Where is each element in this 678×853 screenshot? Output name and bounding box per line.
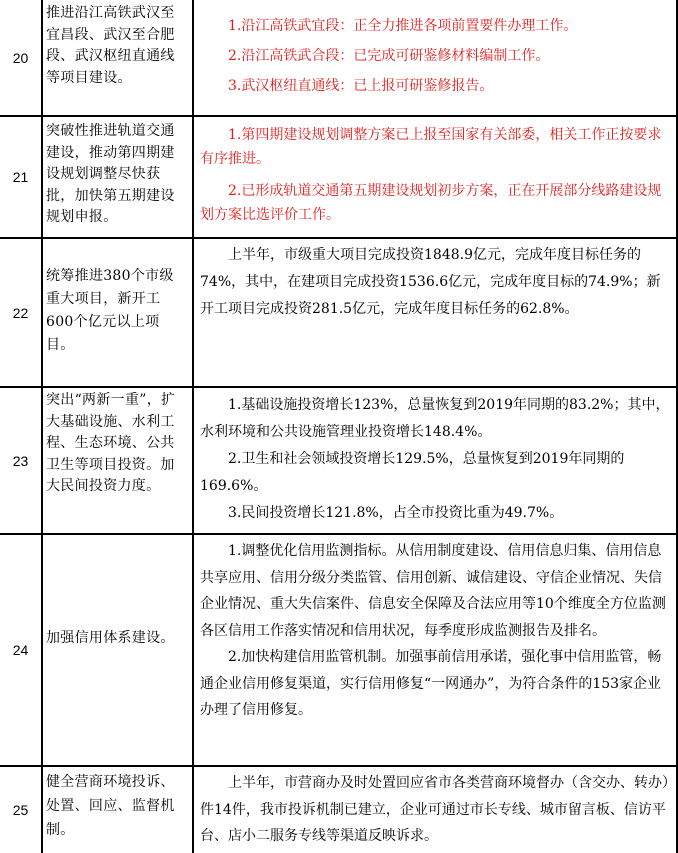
row-number: 20 bbox=[12, 49, 29, 66]
row-divider bbox=[0, 237, 678, 239]
row-divider bbox=[0, 765, 678, 767]
status-line: 3.武汉枢纽直通线：已上报可研鉴修报告。 bbox=[228, 78, 494, 94]
status-cell bbox=[200, 392, 670, 527]
status-cell bbox=[200, 14, 670, 98]
status-line: 1.沿江高铁武宜段：正全力推进各项前置要件办理工作。 bbox=[228, 18, 578, 34]
task-item: 突出“两新一重”，扩大基础设施、水利工程、生态环境、公共卫生等项目投资。加大民间投资力度。 bbox=[46, 392, 176, 494]
status-line: 2.卫生和社会领域投资增长129.5%，总量恢复到2019年同期的169.6%。 bbox=[200, 451, 625, 494]
row-divider bbox=[0, 386, 678, 388]
task-item: 统筹推进380个市级重大项目，新开工600个亿元以上项目。 bbox=[46, 268, 174, 353]
status-cell bbox=[200, 242, 670, 323]
status-line: 3.民间投资增长121.8%，占全市投资比重为49.7%。 bbox=[228, 505, 564, 521]
status-line: 2.已形成轨道交通第五期建设规划初步方案，正在开展部分线路建设规划方案比选评价工作。 bbox=[200, 183, 662, 223]
row-number: 21 bbox=[12, 169, 29, 185]
status-line: 上半年，市级重大项目完成投资1848.9亿元，完成年度目标任务的74%，其中，在建项目完成投资1536.6亿元，完成年度目标的74.9%；新开工项目完成投资281.5亿元，完成年度目标任务的62.8%。 bbox=[200, 247, 661, 317]
status-cell bbox=[200, 123, 670, 227]
status-line: 1.第四期建设规划调整方案已上报至国家有关部委，相关工作正按要求有序推进。 bbox=[200, 127, 662, 167]
status-line: 1.调整优化信用监测指标。从信用制度建设、信用信息归集、信用信息共享应用、信用分级分类监管、信用创新、诚信建设、守信企业情况、失信企业情况、重大失信案件、信息安全保障及合法应用等10个维度全方位监测各区信用工作落实情况和信用状况，每季度形成监测报告及排名。 bbox=[200, 543, 666, 639]
column-divider bbox=[192, 0, 194, 853]
row-divider bbox=[0, 115, 678, 117]
status-cell bbox=[200, 770, 670, 850]
task-item: 突破性推进轨道交通建设，推动第四期建设规划调整尽快获批，加快第五期建设规划申报。 bbox=[46, 123, 175, 225]
task-item: 推进沿江高铁武汉至宜昌段、武汉至合肥段、武汉枢纽直通线等项目建设。 bbox=[46, 5, 175, 86]
status-cell bbox=[200, 538, 670, 724]
row-number: 25 bbox=[12, 802, 29, 818]
column-divider bbox=[41, 0, 43, 853]
status-line: 1.基础设施投资增长123%，总量恢复到2019年同期的83.2%；其中，水利环境和公共设施管理业投资增长148.4%。 bbox=[200, 397, 670, 440]
task-item: 加强信用体系建设。 bbox=[46, 630, 175, 646]
task-item: 健全营商环境投诉、处置、回应、监督机制。 bbox=[46, 774, 175, 838]
status-line: 2.加快构建信用监管机制。加强事前信用承诺，强化事中信用监管，畅通企业信用修复渠道，实行信用修复“一网通办”，为符合条件的153家企业办理了信用修复。 bbox=[200, 649, 662, 718]
row-number: 22 bbox=[12, 304, 29, 321]
status-line: 2.沿江高铁武合段：已完成可研鉴修材料编制工作。 bbox=[228, 48, 550, 64]
row-number: 24 bbox=[12, 642, 29, 658]
status-line: 上半年，市营商办及时处置回应省市各类营商环境督办（含交办、转办）件14件，我市投诉机制已建立，企业可通过市长专线、城市留言板、信访平台、店小二服务专线等渠道反映诉求。 bbox=[200, 775, 669, 844]
row-number: 23 bbox=[12, 452, 29, 469]
row-divider bbox=[0, 533, 678, 535]
